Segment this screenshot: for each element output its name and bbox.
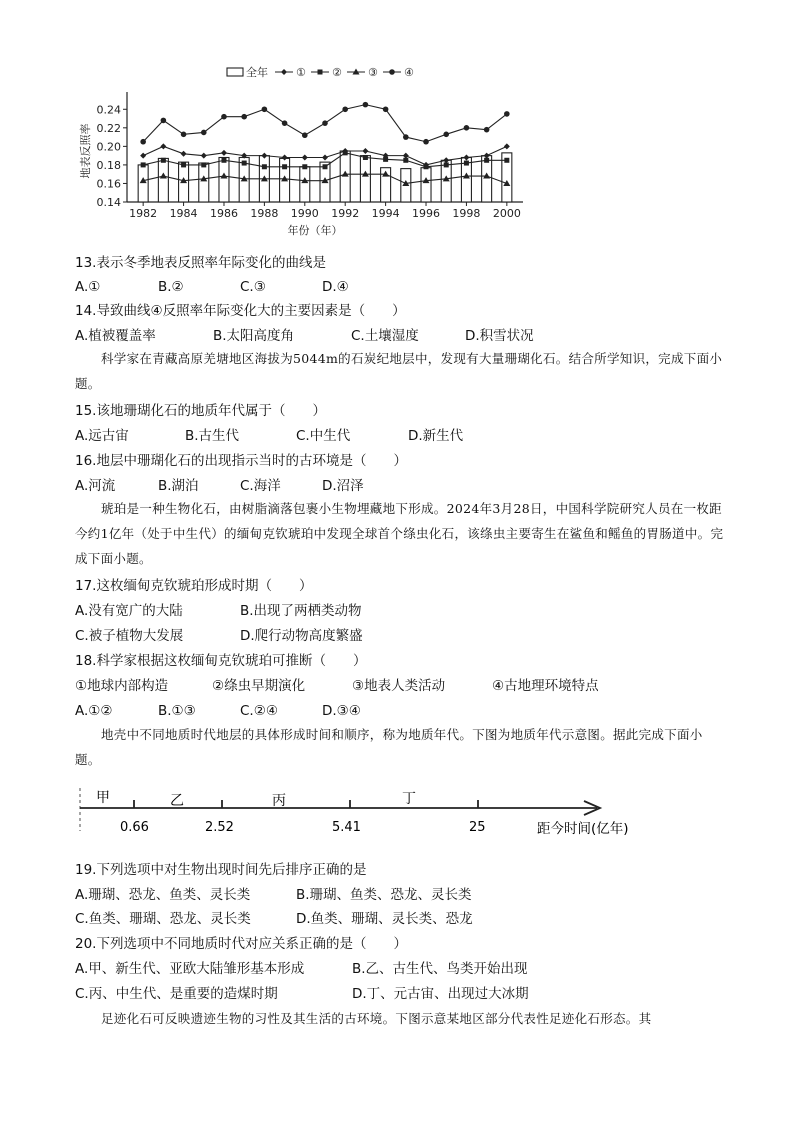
x-tick-label: 2000	[492, 207, 521, 220]
series-point-4	[342, 106, 348, 112]
q14-option-a[interactable]: A.植被覆盖率	[75, 328, 156, 344]
legend-marker	[281, 69, 287, 75]
q19-option-c[interactable]: C.鱼类、珊瑚、恐龙、灵长类	[75, 911, 251, 927]
x-tick-label: 1992	[331, 207, 360, 220]
series-point-2	[302, 164, 307, 169]
q20-option-b[interactable]: B.乙、古生代、鸟类开始出现	[352, 961, 528, 977]
series-point-4	[423, 139, 429, 145]
series-point-4	[302, 132, 308, 138]
timeline-tick-label-2: 2.52	[205, 820, 234, 835]
series-point-4	[504, 111, 510, 117]
question-20-stem: 20.下列选项中不同地质时代对应关系正确的是（ ）	[75, 936, 407, 952]
question-14-stem: 14.导致曲线④反照率年际变化大的主要因素是（ ）	[75, 303, 406, 319]
bar-annual	[360, 156, 370, 202]
series-point-2	[262, 164, 267, 169]
q16-option-c[interactable]: C.海洋	[240, 478, 281, 494]
q18-option-d[interactable]: D.③④	[322, 703, 361, 719]
q18-option-b[interactable]: B.①③	[158, 703, 196, 719]
q14-option-d[interactable]: D.积雪状况	[465, 328, 534, 344]
series-point-1	[160, 143, 166, 149]
y-tick-label: 0.20	[96, 140, 121, 154]
q13-option-d[interactable]: D.④	[322, 279, 349, 295]
timeline-tick-label-4: 25	[469, 820, 486, 835]
q13-option-b[interactable]: B.②	[158, 279, 184, 295]
passage-geologic-time: 地壳中不同地质时代地层的具体形成时间和顺序，称为地质年代。下图为地质年代示意图。据此完成下面小题。	[75, 727, 703, 767]
y-tick-label: 0.24	[96, 103, 121, 117]
x-tick-label: 1982	[129, 207, 158, 220]
series-point-4	[282, 120, 288, 126]
series-point-2	[383, 157, 388, 162]
passage-amber: 琥珀是一种生物化石，由树脂滴落包裹小生物埋藏地下形成。2024年3月28日，中国科学院研究人员在一枚距今约1亿年（处于中生代）的缅甸克钦琥珀中发现全球首个绦虫化石，该绦虫主要寄生在鲨鱼和鳐鱼的胃肠道中。完成下面小题。	[75, 501, 724, 566]
series-point-2	[181, 162, 186, 167]
series-point-1	[403, 153, 409, 159]
y-axis-label: 地表反照率	[79, 123, 92, 179]
q18-item-3: ③地表人类活动	[352, 678, 446, 694]
question-13-stem: 13.表示冬季地表反照率年际变化的曲线是	[75, 255, 326, 271]
series-point-2	[424, 164, 429, 169]
series-point-4	[484, 127, 490, 133]
legend-bar-swatch	[227, 68, 243, 76]
timeline-tick-label-3: 5.41	[332, 820, 361, 835]
legend-label: 全年	[246, 66, 268, 79]
bar-annual	[300, 167, 310, 202]
q18-item-1: ①地球内部构造	[75, 678, 169, 694]
series-point-2	[323, 164, 328, 169]
timeline-segment-ding: 丁	[402, 791, 416, 807]
series-point-4	[443, 132, 449, 138]
series-point-4	[363, 102, 369, 108]
series-point-1	[362, 148, 368, 154]
bar-annual	[219, 157, 229, 202]
question-19-stem: 19.下列选项中对生物出现时间先后排序正确的是	[75, 862, 367, 878]
legend-label: ④	[404, 66, 414, 79]
timeline-tick-label-1: 0.66	[120, 820, 149, 835]
bar-annual	[138, 165, 148, 202]
x-tick-label: 1990	[290, 207, 319, 220]
q13-option-c[interactable]: C.③	[240, 279, 266, 295]
question-16-stem: 16.地层中珊瑚化石的出现指示当时的古环境是（ ）	[75, 453, 407, 469]
series-point-4	[201, 130, 207, 136]
q19-option-a[interactable]: A.珊瑚、恐龙、鱼类、灵长类	[75, 887, 251, 903]
q18-option-c[interactable]: C.②④	[240, 703, 278, 719]
series-point-4	[140, 139, 146, 145]
q17-option-d[interactable]: D.爬行动物高度繁盛	[240, 628, 363, 644]
y-tick-label: 0.18	[96, 158, 121, 172]
series-point-2	[403, 158, 408, 163]
timeline-segment-jia: 甲	[96, 790, 110, 806]
legend-label: ①	[296, 66, 306, 79]
q20-option-a[interactable]: A.甲、新生代、亚欧大陆雏形基本形成	[75, 961, 305, 977]
series-point-4	[181, 132, 187, 138]
series-point-2	[444, 162, 449, 167]
q14-option-c[interactable]: C.土壤湿度	[351, 328, 419, 344]
series-point-2	[201, 162, 206, 167]
series-point-1	[302, 154, 308, 160]
q15-option-b[interactable]: B.古生代	[185, 428, 240, 444]
albedo-chart-svg	[75, 60, 535, 240]
timeline-segment-yi: 乙	[170, 793, 184, 809]
passage-coral: 科学家在青藏高原羌塘地区海拔为5044m的石炭纪地层中，发现有大量珊瑚化石。结合所学知识，完成下面小题。	[75, 351, 723, 391]
series-point-4	[161, 118, 167, 124]
timeline-axis-label: 距今时间(亿年)	[537, 821, 629, 837]
x-tick-label: 1988	[250, 207, 279, 220]
series-point-4	[221, 114, 227, 120]
series-point-4	[464, 125, 470, 131]
x-tick-label: 1994	[371, 207, 400, 220]
series-point-1	[201, 153, 207, 159]
passage-footprint: 足迹化石可反映遗迹生物的习性及其生活的古环境。下图示意某地区部分代表性足迹化石形态。其	[101, 1011, 652, 1026]
x-axis-label: 年份（年）	[287, 224, 343, 237]
series-point-4	[403, 134, 409, 140]
series-point-4	[262, 106, 268, 112]
series-point-1	[322, 154, 328, 160]
q13-option-a[interactable]: A.①	[75, 279, 101, 295]
series-point-4	[322, 120, 328, 126]
series-point-1	[140, 153, 146, 159]
q15-option-a[interactable]: A.远古宙	[75, 428, 129, 444]
q20-option-c[interactable]: C.丙、中生代、是重要的造煤时期	[75, 986, 278, 1002]
q18-option-a[interactable]: A.①②	[75, 703, 113, 719]
series-point-2	[141, 162, 146, 167]
q17-option-b[interactable]: B.出现了两栖类动物	[240, 603, 362, 619]
series-point-1	[504, 143, 510, 149]
series-point-4	[241, 114, 247, 120]
series-point-1	[221, 150, 227, 156]
series-point-2	[161, 158, 166, 163]
series-point-2	[242, 161, 247, 166]
q20-option-d[interactable]: D.丁、元古宙、出现过大冰期	[352, 986, 529, 1002]
series-point-2	[221, 158, 226, 163]
q16-option-a[interactable]: A.河流	[75, 478, 116, 494]
bar-annual	[199, 163, 209, 202]
bar-annual	[421, 168, 431, 202]
question-17-stem: 17.这枚缅甸克钦琥珀形成时期（ ）	[75, 578, 313, 594]
legend-label: ②	[332, 66, 342, 79]
timeline-segment-bing: 丙	[272, 793, 286, 809]
legend-marker	[389, 69, 395, 75]
q16-option-b[interactable]: B.湖泊	[158, 478, 199, 494]
series-point-4	[383, 106, 389, 112]
legend-marker	[318, 70, 323, 75]
timeline-svg	[72, 783, 692, 843]
q17-option-a[interactable]: A.没有宽广的大陆	[75, 603, 183, 619]
legend-label: ③	[368, 66, 378, 79]
q14-option-b[interactable]: B.太阳高度角	[213, 328, 295, 344]
q19-option-d[interactable]: D.鱼类、珊瑚、灵长类、恐龙	[296, 911, 473, 927]
y-tick-label: 0.22	[96, 121, 121, 135]
series-point-2	[343, 150, 348, 155]
series-point-1	[181, 151, 187, 157]
q18-item-4: ④古地理环境特点	[492, 678, 599, 694]
x-tick-label: 1998	[452, 207, 481, 220]
q17-option-c[interactable]: C.被子植物大发展	[75, 628, 184, 644]
x-tick-label: 1984	[169, 207, 198, 220]
series-point-2	[484, 158, 489, 163]
series-point-2	[282, 164, 287, 169]
x-tick-label: 1986	[209, 207, 238, 220]
y-tick-label: 0.16	[96, 177, 121, 191]
q18-item-2: ②绦虫早期演化	[212, 678, 306, 694]
question-15-stem: 15.该地珊瑚化石的地质年代属于（ ）	[75, 403, 326, 419]
q15-option-d[interactable]: D.新生代	[408, 428, 464, 444]
series-point-2	[464, 161, 469, 166]
q15-option-c[interactable]: C.中生代	[296, 428, 351, 444]
albedo-chart	[75, 60, 535, 240]
geologic-timeline	[72, 783, 692, 843]
series-point-2	[504, 158, 509, 163]
x-tick-label: 1996	[412, 207, 441, 220]
q16-option-d[interactable]: D.沼泽	[322, 478, 364, 494]
question-18-stem: 18.科学家根据这枚缅甸克钦琥珀可推断（ ）	[75, 653, 367, 669]
y-tick-label: 0.14	[96, 196, 121, 209]
series-point-2	[363, 155, 368, 160]
bar-annual	[158, 158, 168, 202]
q19-option-b[interactable]: B.珊瑚、鱼类、恐龙、灵长类	[296, 887, 472, 903]
